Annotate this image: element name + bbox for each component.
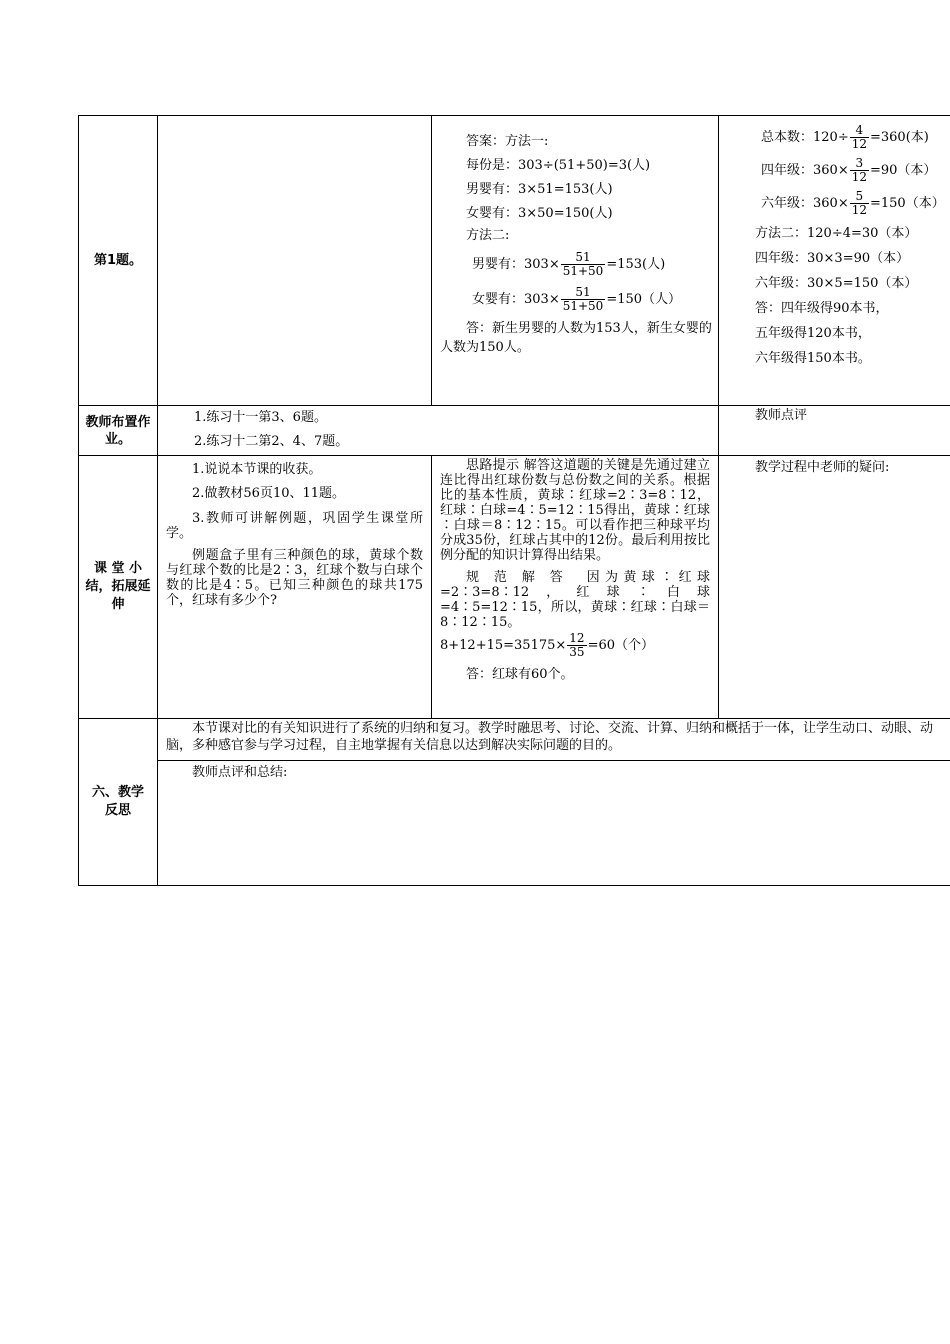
- homework-item-1: 1.练习十一第3、6题。: [194, 410, 327, 425]
- fraction: $\frac{51}{51+50}$: [562, 250, 604, 278]
- summary-tasks-cell: [158, 456, 432, 719]
- reflection-text: 本节课对比的有关知识进行了系统的归纳和复习。教学时融思考、讨论、交流、计算、归纳和概括于一体，让学生动口、动眼、动脑，多种感官参与学习过程，自主地掌握有关信息以达到解决实际问题的目的。: [166, 721, 934, 753]
- book-distribution-cell: [719, 116, 950, 406]
- fraction: $\frac{4}{12}$: [851, 123, 867, 151]
- row-label-question-1: 第1题。: [79, 116, 158, 406]
- answer-line-2: 五年级得120本书，: [755, 326, 871, 341]
- summary-item-2: 2.做教材56页10、11题。: [192, 486, 346, 501]
- empty-cell: [158, 116, 432, 406]
- row-reflection-summary: [79, 761, 950, 886]
- summary-comment: 教师点评和总结:: [192, 765, 288, 780]
- grade4-books-line: 四年级：360× $\frac{3}{12}$ =90（本）: [761, 156, 937, 184]
- girls-fraction-line: 女婴有：303× $\frac{51}{51+50}$ =150（人）: [472, 285, 682, 313]
- boys-count: 男婴有：3×51=153(人): [466, 182, 613, 197]
- teacher-comment: 教师点评: [755, 408, 808, 423]
- summary-item-3: 3.教师可讲解例题，巩固学生课堂所学。: [166, 511, 423, 541]
- solution-hint: 思路提示 解答这道题的关键是先通过建立连比得出红球份数与总份数之间的关系。根据比的基本性质，黄球∶红球=2∶3=8∶12，红球∶白球=4∶5=12∶15得出，黄球∶红球∶白球＝8∶12∶15。可以看作把三种球平均分成35份，红球占其中的12份。最后利用按比例分配的知识计算得出结果。: [440, 458, 710, 563]
- homework-item-2: 2.练习十二第2、4、7题。: [194, 434, 349, 449]
- fraction: $\frac{51}{51+50}$: [562, 285, 604, 313]
- answer-method-cell: [432, 116, 719, 406]
- calculation-line: 8+12+15=35175× $\frac{12}{35}$ =60（个）: [440, 631, 654, 659]
- lesson-plan-table: [78, 115, 950, 886]
- row-label-summary: 课 堂 小结，拓展延伸: [79, 456, 158, 719]
- grade6-books-line: 六年级：360× $\frac{5}{12}$ =150（本）: [761, 189, 945, 217]
- fraction: $\frac{5}{12}$: [851, 189, 867, 217]
- method-two-line: 方法二：120÷4=30（本）: [755, 226, 918, 241]
- reflection-text-cell: [158, 719, 950, 761]
- row-question-1: [79, 116, 950, 406]
- answer-line-3: 六年级得150本书。: [755, 351, 871, 366]
- row-reflection: [79, 719, 950, 761]
- method-two-grade6: 六年级：30×5=150（本）: [755, 276, 918, 291]
- per-part: 每份是：303÷(51+50)=3(人): [466, 158, 651, 173]
- homework-cell: [158, 406, 719, 456]
- example-problem: 例题盒子里有三种颜色的球，黄球个数与红球个数的比是2∶3，红球个数与白球个数的比是4∶5。已知三种颜色的球共175个，红球有多少个?: [166, 548, 423, 608]
- row-label-homework: 教师布置作业。: [79, 406, 158, 456]
- solution-answer: 答：红球有60个。: [466, 667, 574, 682]
- fraction: $\frac{12}{35}$: [569, 631, 585, 659]
- method-two-grade4: 四年级：30×3=90（本）: [755, 251, 910, 266]
- teacher-questions-cell: [719, 456, 950, 719]
- answer-line-1: 答：四年级得90本书，: [755, 301, 889, 316]
- teacher-questions: 教学过程中老师的疑问:: [755, 460, 890, 475]
- conclusion: 答：新生男婴的人数为153人，新生女婴的人数为150人。: [440, 321, 712, 355]
- solution-cell: [432, 456, 719, 719]
- method-two-head: 方法二:: [466, 228, 510, 243]
- answer-head: 答案：方法一:: [466, 134, 549, 149]
- standard-solution: 规 范 解 答 因为黄球∶红球=2∶3=8∶12，红球∶白球=4∶5=12∶15，所以，黄球∶红球∶白球＝8∶12∶15。: [440, 570, 710, 630]
- boys-fraction-line: 男婴有：303× $\frac{51}{51+50}$ =153(人): [472, 250, 666, 278]
- fraction: $\frac{3}{12}$: [851, 156, 867, 184]
- summary-comment-cell: [158, 761, 950, 886]
- total-books-line: 总本数：120÷ $\frac{4}{12}$ =360(本): [761, 123, 929, 151]
- summary-item-1: 1.说说本节课的收获。: [192, 462, 322, 477]
- row-label-reflection: 六、教学反思: [79, 719, 158, 886]
- row-homework: [79, 406, 950, 456]
- row-summary-extension: [79, 456, 950, 719]
- girls-count: 女婴有：3×50=150(人): [466, 206, 613, 221]
- teacher-comment-cell: [719, 406, 950, 456]
